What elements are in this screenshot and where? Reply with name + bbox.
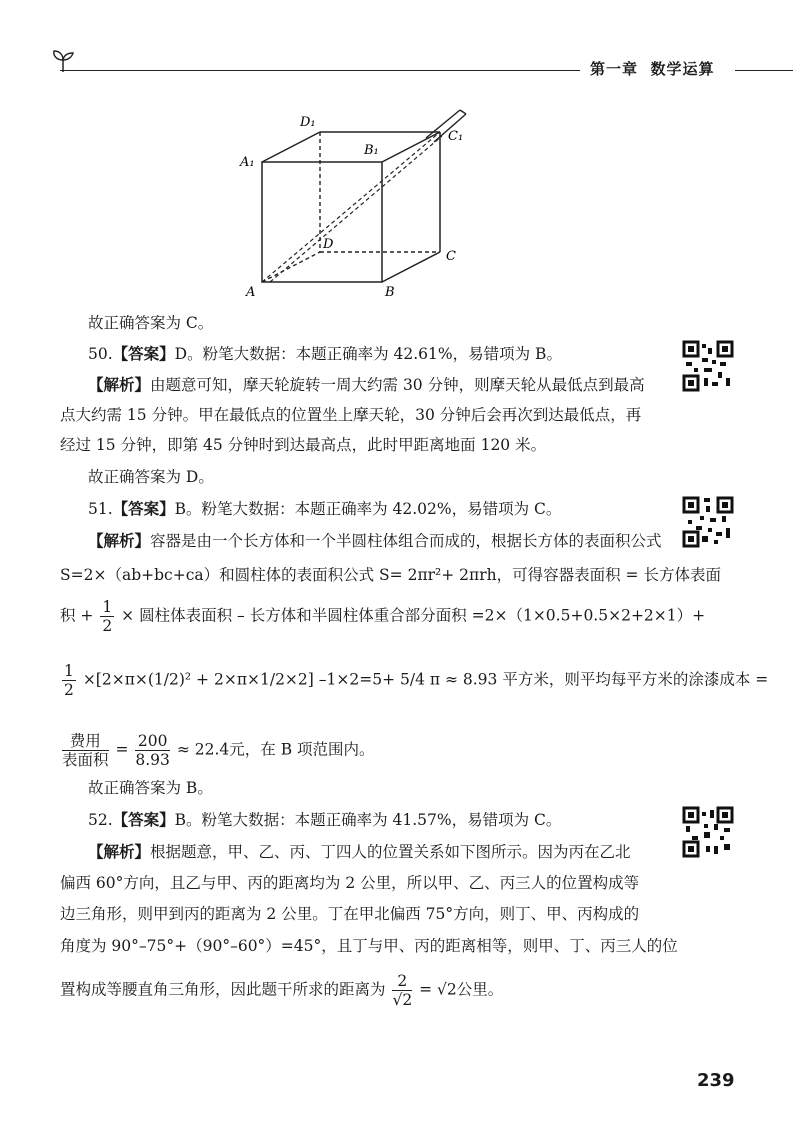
q51-answer: 51.【答案】B。粉笔大数据：本题正确率为 42.02%，易错项为 C。 xyxy=(88,499,562,518)
chapter-heading: 第一章 数学运算 xyxy=(590,60,715,78)
q51-analysis-line3: 积 + $\frac{1}{2}$ × 圆柱体表面积 – 长方体和半圆柱体重合部分面积 =2×（1×0.5+0.5×2+2×1）+ xyxy=(60,598,706,635)
page-number: 239 xyxy=(697,1070,735,1091)
q50-conclusion: 故正确答案为 D。 xyxy=(88,468,214,486)
q50-answer: 50.【答案】D。粉笔大数据：本题正确率为 42.61%，易错项为 B。 xyxy=(88,344,562,363)
q50-analysis-line3: 经过 15 分钟，即第 45 分钟时到达最高点，此时甲距离地面 120 米。 xyxy=(60,436,547,454)
label-A: A xyxy=(246,285,256,300)
q51-analysis-line4: $\frac{1}{2}$ ×[2×π×(1/2)² + 2×π×1/2×2] –1×2=5+ 5/4 π ≈ 8.93 平方米，则平均每平方米的涂漆成本 = xyxy=(64,662,769,699)
header-rule-left xyxy=(60,70,580,71)
q50-analysis-line2: 点大约需 15 分钟。甲在最低点的位置坐上摩天轮，30 分钟后会再次到达最低点，再 xyxy=(60,406,642,424)
label-C: C xyxy=(446,249,456,264)
q51-analysis-line1: 【解析】容器是由一个长方体和一个半圆柱体组合而成的，根据长方体的表面积公式 xyxy=(88,531,662,550)
q52-answer: 52.【答案】B。粉笔大数据：本题正确率为 41.57%，易错项为 C。 xyxy=(88,810,562,829)
q52-analysis-line5: 置构成等腰直角三角形，因此题干所求的距离为 $\frac{2}{√2}$ = √2公里。 xyxy=(60,972,504,1009)
fraction-2-root2: $\frac{2}{√2}$ xyxy=(392,972,413,1009)
q51-conclusion: 故正确答案为 B。 xyxy=(88,779,213,797)
fraction-cost-area: $\frac{\text{费用}}{\text{表面积}}$ xyxy=(62,732,109,769)
qr-code-icon[interactable] xyxy=(682,806,734,858)
q52-analysis-line4: 角度为 90°–75°+（90°–60°）=45°，且丁与甲、丙的距离相等，则甲、丁、丙三人的位 xyxy=(60,937,678,955)
label-D1: D₁ xyxy=(300,115,316,130)
q51-analysis-line2: S=2×（ab+bc+ca）和圆柱体的表面积公式 S= 2πr²+ 2πrh，可得容器表面积 = 长方体表面 xyxy=(60,566,721,584)
q52-analysis-line1: 【解析】根据题意，甲、乙、丙、丁四人的位置关系如下图所示。因为丙在乙北 xyxy=(88,842,631,861)
cube-figure xyxy=(230,100,490,300)
label-D: D xyxy=(323,237,334,252)
label-A1: A₁ xyxy=(240,155,255,170)
label-B1: B₁ xyxy=(364,143,379,158)
header-rule-right xyxy=(735,70,793,71)
q51-analysis-line5: $\frac{\text{费用}}{\text{表面积}}$ = $\frac{200}{8.93}$ ≈ 22.4元，在 B 项范围内。 xyxy=(62,732,375,769)
label-C1: C₁ xyxy=(448,129,464,144)
fraction-one-half: $\frac{1}{2}$ xyxy=(102,598,113,635)
qr-code-icon[interactable] xyxy=(682,496,734,548)
qr-code-icon[interactable] xyxy=(682,340,734,392)
q49-conclusion: 故正确答案为 C。 xyxy=(88,314,214,332)
q52-analysis-line3: 边三角形，则甲到丙的距离为 2 公里。丁在甲北偏西 75°方向，则丁、甲、丙构成的 xyxy=(60,905,640,923)
q50-analysis-line1: 【解析】由题意可知，摩天轮旋转一周大约需 30 分钟，则摩天轮从最低点到最高 xyxy=(88,375,645,394)
label-B: B xyxy=(385,285,395,300)
q52-analysis-line2: 偏西 60°方向，且乙与甲、丙的距离均为 2 公里，所以甲、乙、丙三人的位置构成等 xyxy=(60,874,640,892)
fraction-200-893: $\frac{200}{8.93}$ xyxy=(135,732,170,769)
